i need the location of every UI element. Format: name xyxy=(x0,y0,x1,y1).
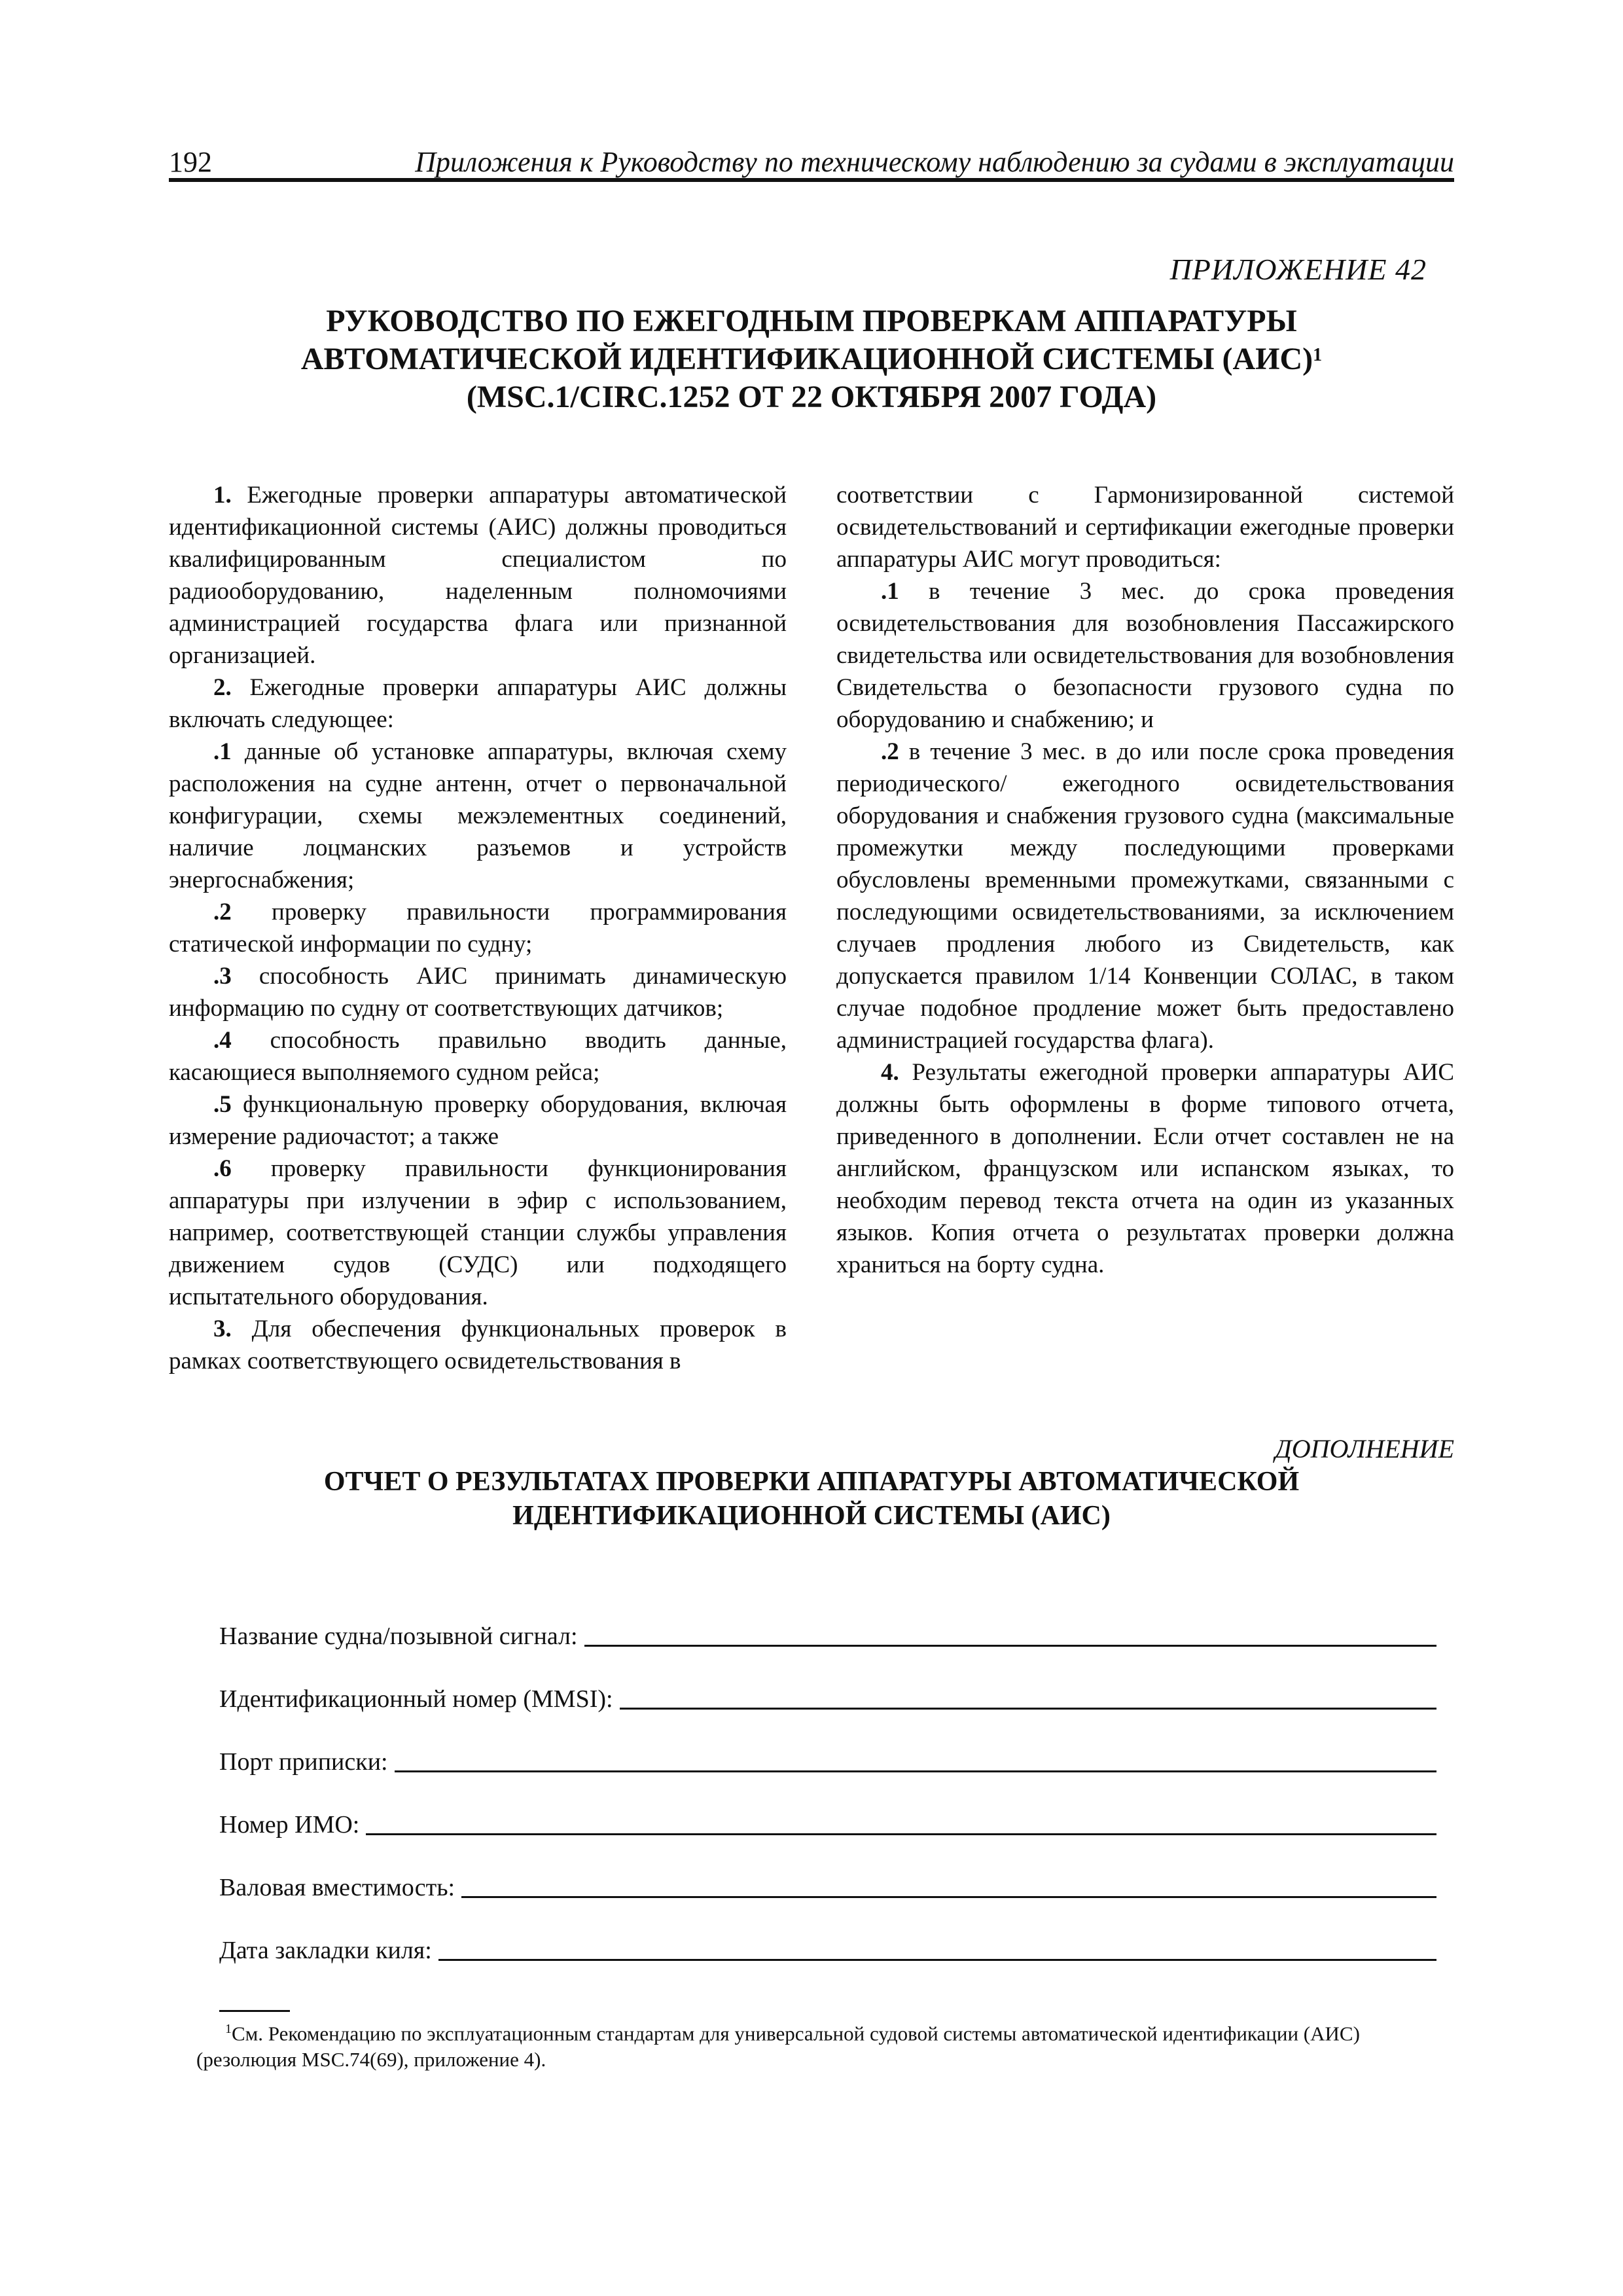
footnote-text: См. Рекомендацию по эксплуатационным стандартам для универсальной судовой системы автоматической идентификации (АИС) (резолюция MSC.74(69), приложение 4). xyxy=(196,2022,1360,2072)
right-paragraph xyxy=(836,736,1454,1056)
paragraph-text: соответствии с Гармонизированной системой освидетельствований и сертификации ежегодные проверки аппаратуры АИС могут проводиться: xyxy=(836,482,1454,573)
document-title xyxy=(169,302,1454,416)
paragraph-text: проверку правильности программирования статической информации по судну; xyxy=(169,899,787,958)
paragraph-text: функциональную проверку оборудования, включая измерение радиочастот; а также xyxy=(169,1091,787,1150)
footnote-rule xyxy=(219,2010,290,2012)
running-title: Приложения к Руководству по техническому наблюдению за судами в эксплуатации xyxy=(415,146,1454,178)
form-field-label: Номер ИМО: xyxy=(219,1811,360,1839)
body-columns xyxy=(169,479,1454,1376)
paragraph-text: проверку правильности функционирования аппаратуры при излучении в эфир с использованием, например, соответствующей станции службы управления движением судов (СУДС) или подходящего испытательного оборудования. xyxy=(169,1155,787,1310)
left-paragraph xyxy=(169,479,787,672)
paragraph-text: Ежегодные проверки аппаратуры АИС должны включать следующее: xyxy=(169,674,787,733)
form-field-row xyxy=(219,1928,1436,1965)
title-footnote-mark[interactable]: 1 xyxy=(1313,345,1323,365)
footnote-mark: 1 xyxy=(225,2022,232,2036)
right-column xyxy=(836,479,1454,1281)
paragraph-text: способность АИС принимать динамическую информацию по судну от соответствующих датчиков; xyxy=(169,963,787,1022)
paragraph-text: Для обеспечения функциональных проверок в рамках соответствующего освидетельствования в xyxy=(169,1316,787,1374)
paragraph-number: 2. xyxy=(213,674,232,701)
left-paragraph xyxy=(169,1024,787,1088)
title-line-2-text: АВТОМАТИЧЕСКОЙ ИДЕНТИФИКАЦИОННОЙ СИСТЕМЫ (АИС) xyxy=(300,342,1313,376)
right-paragraph xyxy=(836,1056,1454,1281)
paragraph-number: .1 xyxy=(213,738,232,765)
paragraph-text: данные об установке аппаратуры, включая схему расположения на судне антенн, отчет о первоначальной конфигурации, схемы межэлементных соединений, наличие лоцманских разъемов и устройств энергоснабжения; xyxy=(169,738,787,893)
form-field-row xyxy=(219,1614,1436,1651)
form-field-row xyxy=(219,1740,1436,1776)
form-field-blank-line[interactable] xyxy=(620,1683,1436,1710)
paragraph-number: .3 xyxy=(213,963,232,990)
paragraph-number: .4 xyxy=(213,1027,232,1054)
form-field-label: Дата закладки киля: xyxy=(219,1937,432,1964)
form-field-row xyxy=(219,1677,1436,1713)
form-field-blank-line[interactable] xyxy=(438,1934,1436,1961)
form-field-label: Валовая вместимость: xyxy=(219,1874,455,1901)
paragraph-number: .2 xyxy=(881,738,899,765)
left-paragraph xyxy=(169,896,787,960)
footnote xyxy=(196,2016,1427,2073)
paragraph-text: в течение 3 мес. до срока проведения освидетельствования для возобновления Пассажирского свидетельства или освидетельствования для возобновления Свидетельства о безопасности грузового судна по оборудованию и снабжению; и xyxy=(836,578,1454,733)
annex-title-line-1: ОТЧЕТ О РЕЗУЛЬТАТАХ ПРОВЕРКИ АППАРАТУРЫ АВТОМАТИЧЕСКОЙ xyxy=(323,1467,1300,1497)
paragraph-number: .2 xyxy=(213,899,232,925)
form-field-blank-line[interactable] xyxy=(461,1871,1436,1898)
paragraph-text: способность правильно вводить данные, касающиеся выполняемого судном рейса; xyxy=(169,1027,787,1086)
form-field-row xyxy=(219,1865,1436,1902)
form-field-blank-line[interactable] xyxy=(584,1620,1436,1647)
form-field-label: Идентификационный номер (MMSI): xyxy=(219,1685,613,1713)
page-header xyxy=(169,145,1454,179)
form-field-blank-line[interactable] xyxy=(366,1808,1436,1835)
form-field-label: Название судна/позывной сигнал: xyxy=(219,1623,578,1650)
form-field-row xyxy=(219,1803,1436,1839)
paragraph-text: Ежегодные проверки аппаратуры автоматической идентификационной системы (АИС) должны проводиться квалифицированным специалистом по радиооборудованию, наделенным полномочиями администрацией государства флага или признанной организацией. xyxy=(169,482,787,669)
header-rule xyxy=(169,178,1454,182)
left-paragraph xyxy=(169,672,787,736)
paragraph-number: .1 xyxy=(881,578,899,605)
left-paragraph xyxy=(169,1153,787,1313)
right-paragraph xyxy=(836,479,1454,575)
appendix-label: ПРИЛОЖЕНИЕ 42 xyxy=(1169,253,1427,286)
title-line-1: РУКОВОДСТВО ПО ЕЖЕГОДНЫМ ПРОВЕРКАМ АППАРАТУРЫ xyxy=(326,304,1297,338)
title-line-2 xyxy=(169,340,1454,378)
right-paragraph xyxy=(836,575,1454,736)
paragraph-number: 3. xyxy=(213,1316,232,1342)
page-number: 192 xyxy=(169,146,212,178)
paragraph-number: .5 xyxy=(213,1091,232,1118)
paragraph-number: 4. xyxy=(881,1059,899,1086)
paragraph-text: в течение 3 мес. в до или после срока проведения периодического/ ежегодного освидетельствования оборудования и снабжения грузового судна (максимальные промежутки между последующими проверками обусловлены временными промежутками, связанными с последующими освидетельствованиями, за исключением случаев продления любого из Свидетельств, как допускается правилом 1/14 Конвенции СОЛАС, в таком случае подобное продление может быть предоставлено администрацией государства флага). xyxy=(836,738,1454,1054)
left-paragraph xyxy=(169,1088,787,1153)
left-paragraph xyxy=(169,1313,787,1377)
paragraph-text: Результаты ежегодной проверки аппаратуры АИС должны быть оформлены в форме типового отчета, приведенного в дополнении. Если отчет составлен не на английском, французском или испанском языках, то необходим перевод текста отчета на один из указанных языков. Копия отчета о результатах проверки должна храниться на борту судна. xyxy=(836,1059,1454,1278)
annex-title-line-2: ИДЕНТИФИКАЦИОННОЙ СИСТЕМЫ (АИС) xyxy=(512,1501,1111,1531)
annex-title xyxy=(169,1465,1454,1533)
left-paragraph xyxy=(169,960,787,1024)
annex-label: ДОПОЛНЕНИЕ xyxy=(1275,1434,1454,1463)
form-field-blank-line[interactable] xyxy=(395,1746,1436,1772)
paragraph-number: .6 xyxy=(213,1155,232,1182)
left-paragraph xyxy=(169,736,787,896)
form-field-label: Порт приписки: xyxy=(219,1748,388,1776)
left-column xyxy=(169,479,787,1377)
paragraph-number: 1. xyxy=(213,482,232,509)
title-line-3: (MSC.1/CIRC.1252 ОТ 22 ОКТЯБРЯ 2007 ГОДА) xyxy=(466,380,1157,414)
